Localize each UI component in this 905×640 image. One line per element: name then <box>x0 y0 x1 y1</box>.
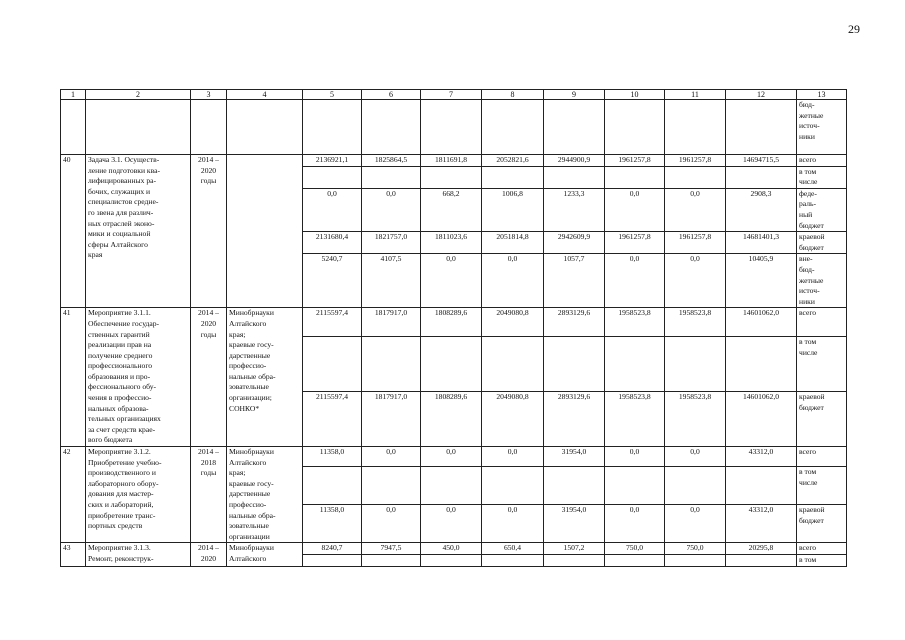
amount-cell: 750,0 <box>665 543 726 555</box>
funding-source-cell: всего <box>797 155 847 167</box>
empty-cell <box>303 100 362 155</box>
amount-cell: 1825864,5 <box>362 155 421 167</box>
funding-source-cell: краевой бюджет <box>797 392 847 447</box>
funding-source-cell: всего <box>797 543 847 555</box>
amount-cell: 1958523,8 <box>605 392 665 447</box>
amount-cell <box>726 554 797 566</box>
table-row <box>61 543 847 555</box>
amount-cell: 1811691,8 <box>421 155 482 167</box>
funding-source-cell: всего <box>797 308 847 337</box>
amount-cell <box>303 337 362 392</box>
page-number: 29 <box>848 22 860 36</box>
amount-cell: 1817917,0 <box>362 308 421 337</box>
column-header: 12 <box>726 90 797 100</box>
row-number-cell: 40 <box>61 155 86 308</box>
empty-cell <box>482 100 544 155</box>
amount-cell <box>421 337 482 392</box>
amount-cell <box>421 466 482 504</box>
activity-name-cell: Мероприятие 3.1.1. Обеспечение государ- ственных гарантий реализации прав на получение среднего профессионального образования и про- фессионального обу- чения в профессио- нальных образова- тельных организациях за счет средств крае- вого бюджета <box>86 308 191 447</box>
amount-cell <box>605 554 665 566</box>
amount-cell: 1808289,6 <box>421 308 482 337</box>
amount-cell: 1961257,8 <box>665 155 726 167</box>
amount-cell: 0,0 <box>482 254 544 308</box>
column-header: 7 <box>421 90 482 100</box>
column-header: 6 <box>362 90 421 100</box>
amount-cell <box>544 337 605 392</box>
activity-name-cell: Мероприятие 3.1.3. Ремонт, реконструк- <box>86 543 191 566</box>
column-header: 13 <box>797 90 847 100</box>
funding-source-cell: краевой бюджет <box>797 505 847 543</box>
amount-cell: 0,0 <box>665 505 726 543</box>
funding-source-cell: феде- раль- ный бюджет <box>797 188 847 231</box>
amount-cell: 1233,3 <box>544 188 605 231</box>
table-row <box>61 447 847 467</box>
column-header: 9 <box>544 90 605 100</box>
amount-cell: 1811023,6 <box>421 232 482 254</box>
amount-cell <box>544 166 605 188</box>
amount-cell: 750,0 <box>605 543 665 555</box>
amount-cell: 1507,2 <box>544 543 605 555</box>
amount-cell: 450,0 <box>421 543 482 555</box>
table-row <box>61 100 847 155</box>
empty-cell <box>544 100 605 155</box>
empty-cell <box>665 100 726 155</box>
amount-cell: 20295,8 <box>726 543 797 555</box>
amount-cell: 2049080,8 <box>482 308 544 337</box>
amount-cell <box>482 166 544 188</box>
amount-cell: 1057,7 <box>544 254 605 308</box>
amount-cell <box>544 554 605 566</box>
amount-cell: 0,0 <box>665 188 726 231</box>
amount-cell: 14681401,3 <box>726 232 797 254</box>
amount-cell: 2051814,8 <box>482 232 544 254</box>
amount-cell <box>421 554 482 566</box>
amount-cell: 0,0 <box>605 505 665 543</box>
amount-cell <box>303 466 362 504</box>
amount-cell: 0,0 <box>362 188 421 231</box>
column-header: 10 <box>605 90 665 100</box>
amount-cell: 1961257,8 <box>605 232 665 254</box>
amount-cell: 1006,8 <box>482 188 544 231</box>
empty-cell <box>362 100 421 155</box>
executor-cell <box>227 155 303 308</box>
amount-cell: 43312,0 <box>726 447 797 467</box>
funding-source-cell: краевой бюджет <box>797 232 847 254</box>
amount-cell: 0,0 <box>421 254 482 308</box>
amount-cell: 1961257,8 <box>665 232 726 254</box>
table-row <box>61 155 847 167</box>
column-header: 11 <box>665 90 726 100</box>
funding-source-cell: в том числе <box>797 337 847 392</box>
amount-cell: 2049080,8 <box>482 392 544 447</box>
funding-source-cell: вне- бюд- жетные источ- ники <box>797 254 847 308</box>
column-header: 4 <box>227 90 303 100</box>
funding-source-cell: в том числе <box>797 166 847 188</box>
amount-cell <box>303 166 362 188</box>
amount-cell <box>482 337 544 392</box>
table-row <box>61 308 847 337</box>
amount-cell: 1817917,0 <box>362 392 421 447</box>
empty-cell <box>86 100 191 155</box>
amount-cell <box>665 166 726 188</box>
amount-cell: 0,0 <box>665 254 726 308</box>
column-header: 1 <box>61 90 86 100</box>
empty-cell <box>61 100 86 155</box>
executor-cell: Минобрнауки Алтайского <box>227 543 303 566</box>
row-number-cell: 41 <box>61 308 86 447</box>
amount-cell: 2893129,6 <box>544 392 605 447</box>
amount-cell: 14694715,5 <box>726 155 797 167</box>
amount-cell <box>482 466 544 504</box>
amount-cell: 5240,7 <box>303 254 362 308</box>
amount-cell: 1958523,8 <box>665 392 726 447</box>
amount-cell <box>421 166 482 188</box>
amount-cell: 8240,7 <box>303 543 362 555</box>
empty-cell <box>726 100 797 155</box>
executor-cell: Минобрнауки Алтайского края; краевые госу- дарственные профессио- нальные обра- зовательные организации; СОНКО* <box>227 308 303 447</box>
amount-cell: 14601062,0 <box>726 308 797 337</box>
empty-cell <box>605 100 665 155</box>
amount-cell: 4107,5 <box>362 254 421 308</box>
amount-cell <box>665 337 726 392</box>
funding-source-cell: бюд- жетные источ- ники <box>797 100 847 155</box>
amount-cell <box>362 337 421 392</box>
amount-cell: 0,0 <box>362 505 421 543</box>
funding-source-cell: в том <box>797 554 847 566</box>
amount-cell: 0,0 <box>605 447 665 467</box>
amount-cell: 0,0 <box>605 188 665 231</box>
amount-cell <box>605 466 665 504</box>
amount-cell: 2944900,9 <box>544 155 605 167</box>
amount-cell <box>362 166 421 188</box>
amount-cell: 2908,3 <box>726 188 797 231</box>
funding-source-cell: в том числе <box>797 466 847 504</box>
amount-cell: 0,0 <box>665 447 726 467</box>
amount-cell: 14601062,0 <box>726 392 797 447</box>
amount-cell: 1821757,0 <box>362 232 421 254</box>
amount-cell <box>605 337 665 392</box>
row-number-cell: 43 <box>61 543 86 566</box>
period-cell: 2014 – 2020 годы <box>191 155 227 308</box>
amount-cell: 2942609,9 <box>544 232 605 254</box>
amount-cell: 7947,5 <box>362 543 421 555</box>
activity-name-cell: Мероприятие 3.1.2. Приобретение учебно- производственного и лабораторного обору- дования для мастер- ских и лабораторий, приобретение транс- портных средств <box>86 447 191 543</box>
amount-cell: 0,0 <box>421 505 482 543</box>
amount-cell: 2052821,6 <box>482 155 544 167</box>
executor-cell: Минобрнауки Алтайского края; краевые госу- дарственные профессио- нальные обра- зовательные организации <box>227 447 303 543</box>
amount-cell <box>605 166 665 188</box>
amount-cell <box>362 466 421 504</box>
amount-cell: 1808289,6 <box>421 392 482 447</box>
amount-cell: 10405,9 <box>726 254 797 308</box>
period-cell: 2014 – 2018 годы <box>191 447 227 543</box>
period-cell: 2014 – 2020 <box>191 543 227 566</box>
column-header: 2 <box>86 90 191 100</box>
empty-cell <box>227 100 303 155</box>
amount-cell <box>544 466 605 504</box>
amount-cell: 2115597,4 <box>303 392 362 447</box>
amount-cell <box>665 466 726 504</box>
column-header: 3 <box>191 90 227 100</box>
amount-cell: 0,0 <box>303 188 362 231</box>
amount-cell <box>303 554 362 566</box>
amount-cell: 1958523,8 <box>605 308 665 337</box>
amount-cell <box>726 337 797 392</box>
amount-cell <box>482 554 544 566</box>
amount-cell <box>362 554 421 566</box>
amount-cell: 2115597,4 <box>303 308 362 337</box>
amount-cell: 0,0 <box>482 447 544 467</box>
amount-cell: 1961257,8 <box>605 155 665 167</box>
amount-cell: 31954,0 <box>544 447 605 467</box>
amount-cell: 11358,0 <box>303 447 362 467</box>
period-cell: 2014 – 2020 годы <box>191 308 227 447</box>
amount-cell: 31954,0 <box>544 505 605 543</box>
budget-table <box>60 89 847 567</box>
amount-cell: 0,0 <box>362 447 421 467</box>
amount-cell: 2131680,4 <box>303 232 362 254</box>
column-header: 8 <box>482 90 544 100</box>
amount-cell: 0,0 <box>482 505 544 543</box>
amount-cell: 0,0 <box>421 447 482 467</box>
table-body <box>61 90 847 567</box>
row-number-cell: 42 <box>61 447 86 543</box>
column-header: 5 <box>303 90 362 100</box>
amount-cell <box>726 466 797 504</box>
amount-cell <box>665 554 726 566</box>
funding-source-cell: всего <box>797 447 847 467</box>
amount-cell: 2893129,6 <box>544 308 605 337</box>
amount-cell: 1958523,8 <box>665 308 726 337</box>
empty-cell <box>191 100 227 155</box>
amount-cell <box>726 166 797 188</box>
amount-cell: 2136921,1 <box>303 155 362 167</box>
amount-cell: 650,4 <box>482 543 544 555</box>
amount-cell: 11358,0 <box>303 505 362 543</box>
amount-cell: 668,2 <box>421 188 482 231</box>
activity-name-cell: Задача 3.1. Осуществ- ление подготовки ква- лифицированных ра- бочих, служащих и специалистов средне- го звена для различ- ных отраслей эконо- мики и социальной сферы Алтайского края <box>86 155 191 308</box>
empty-cell <box>421 100 482 155</box>
amount-cell: 0,0 <box>605 254 665 308</box>
header-row <box>61 90 847 100</box>
amount-cell: 43312,0 <box>726 505 797 543</box>
